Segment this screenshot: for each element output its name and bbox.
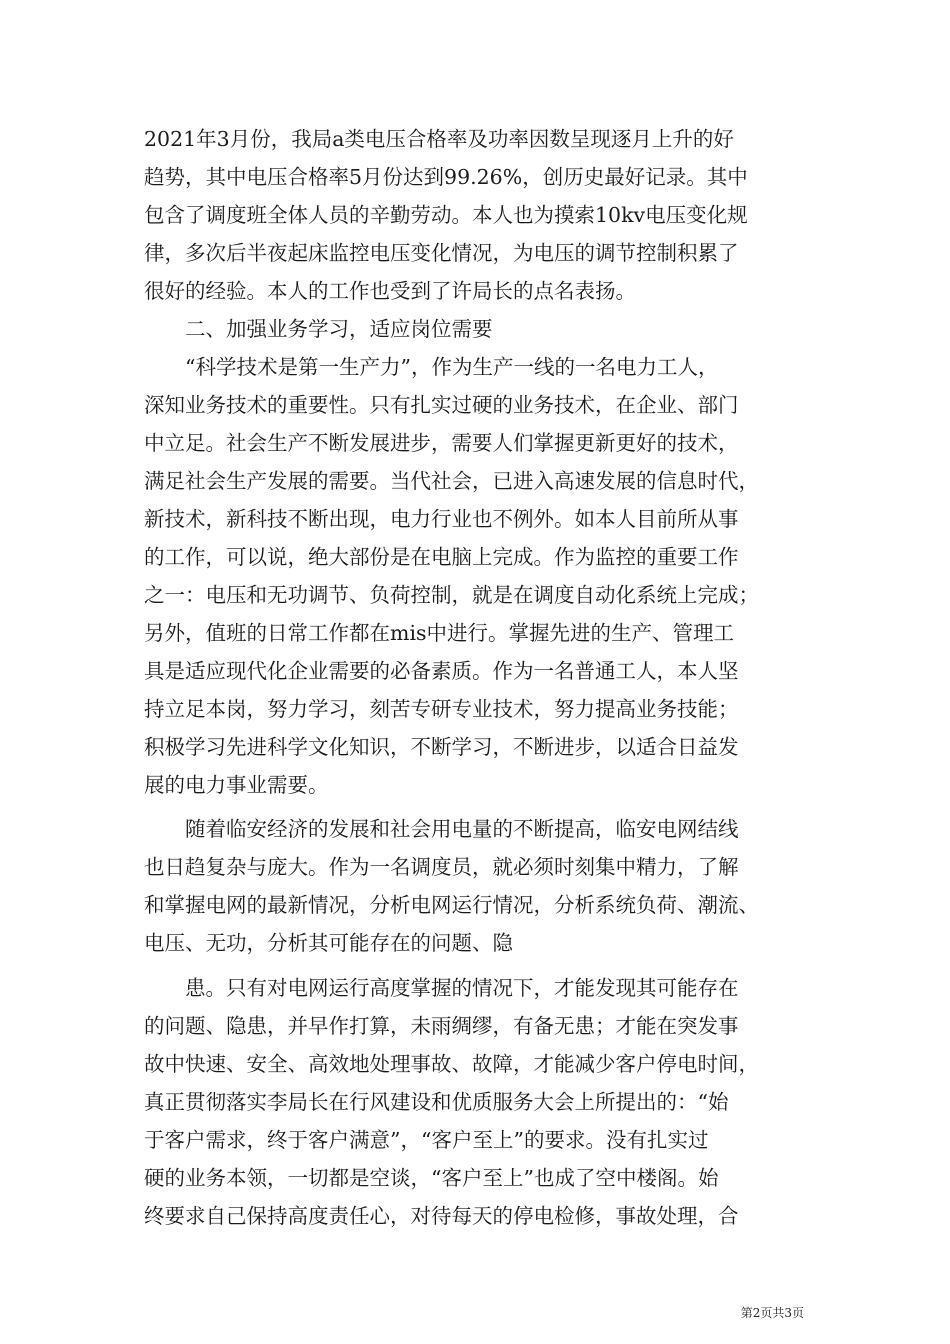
page-number: 第2页共3页 xyxy=(740,1306,804,1320)
text-line: 满足社会生产发展的需要。当代社会，已进入高速发展的信息时代， xyxy=(144,469,759,493)
text-line: 展的电力事业需要。 xyxy=(144,773,329,797)
text-line: 随着临安经济的发展和社会用电量的不断提高，临安电网结线 xyxy=(185,817,739,841)
text-line: 真正贯彻落实李局长在行风建设和优质服务大会上所提出的：“始 xyxy=(144,1090,729,1114)
text-line: 很好的经验。本人的工作也受到了许局长的点名表扬。 xyxy=(144,279,636,303)
text-line: 中立足。社会生产不断发展进步，需要人们掌握更新更好的技术， xyxy=(144,431,739,455)
text-line: 律，多次后半夜起床监控电压变化情况，为电压的调节控制积累了 xyxy=(144,241,739,265)
text-line: 另外，值班的日常工作都在mis中进行。掌握先进的生产、管理工 xyxy=(144,621,735,645)
text-line: 积极学习先进科学文化知识，不断学习，不断进步，以适合日益发 xyxy=(144,735,739,759)
text-line: 新技术，新科技不断出现，电力行业也不例外。如本人目前所从事 xyxy=(144,507,739,531)
text-line: 趋势，其中电压合格率5月份达到99.26%，创历史最好记录。其中 xyxy=(144,165,748,189)
text-line: 的问题、隐患，并早作打算，未雨绸缪，有备无患；才能在突发事 xyxy=(144,1014,739,1038)
text-line: “科学技术是第一生产力”，作为生产一线的一名电力工人， xyxy=(185,355,719,379)
text-line: 也日趋复杂与庞大。作为一名调度员，就必须时刻集中精力，了解 xyxy=(144,855,739,879)
text-line: 患。只有对电网运行高度掌握的情况下，才能发现其可能存在 xyxy=(185,976,739,1000)
text-line: 的工作，可以说，绝大部份是在电脑上完成。作为监控的重要工作 xyxy=(144,545,739,569)
text-line: 于客户需求，终于客户满意”，“客户至上”的要求。没有扎实过 xyxy=(144,1128,709,1152)
text-line: 故中快速、安全、高效地处理事故、故障，才能减少客户停电时间， xyxy=(144,1052,759,1076)
text-line: 终要求自己保持高度责任心，对待每天的停电检修，事故处理，合 xyxy=(144,1204,739,1228)
text-line: 和掌握电网的最新情况，分析电网运行情况，分析系统负荷、潮流、 xyxy=(144,893,759,917)
text-line: 2021年3月份，我局a类电压合格率及功率因数呈现逐月上升的好 xyxy=(144,127,734,151)
text-line: 电压、无功，分析其可能存在的问题、隐 xyxy=(144,931,513,955)
text-line: 持立足本岗，努力学习，刻苦专研专业技术，努力提高业务技能； xyxy=(144,697,739,721)
text-line: 硬的业务本领，一切都是空谈，“客户至上”也成了空中楼阁。始 xyxy=(144,1166,719,1190)
section-heading: 二、加强业务学习，适应岗位需要 xyxy=(185,317,493,341)
text-line: 包含了调度班全体人员的辛勤劳动。本人也为摸索10kv电压变化规 xyxy=(144,203,748,227)
text-line: 之一：电压和无功调节、负荷控制，就是在调度自动化系统上完成； xyxy=(144,583,759,607)
text-line: 深知业务技术的重要性。只有扎实过硬的业务技术，在企业、部门 xyxy=(144,393,739,417)
text-line: 具是适应现代化企业需要的必备素质。作为一名普通工人，本人坚 xyxy=(144,659,739,683)
